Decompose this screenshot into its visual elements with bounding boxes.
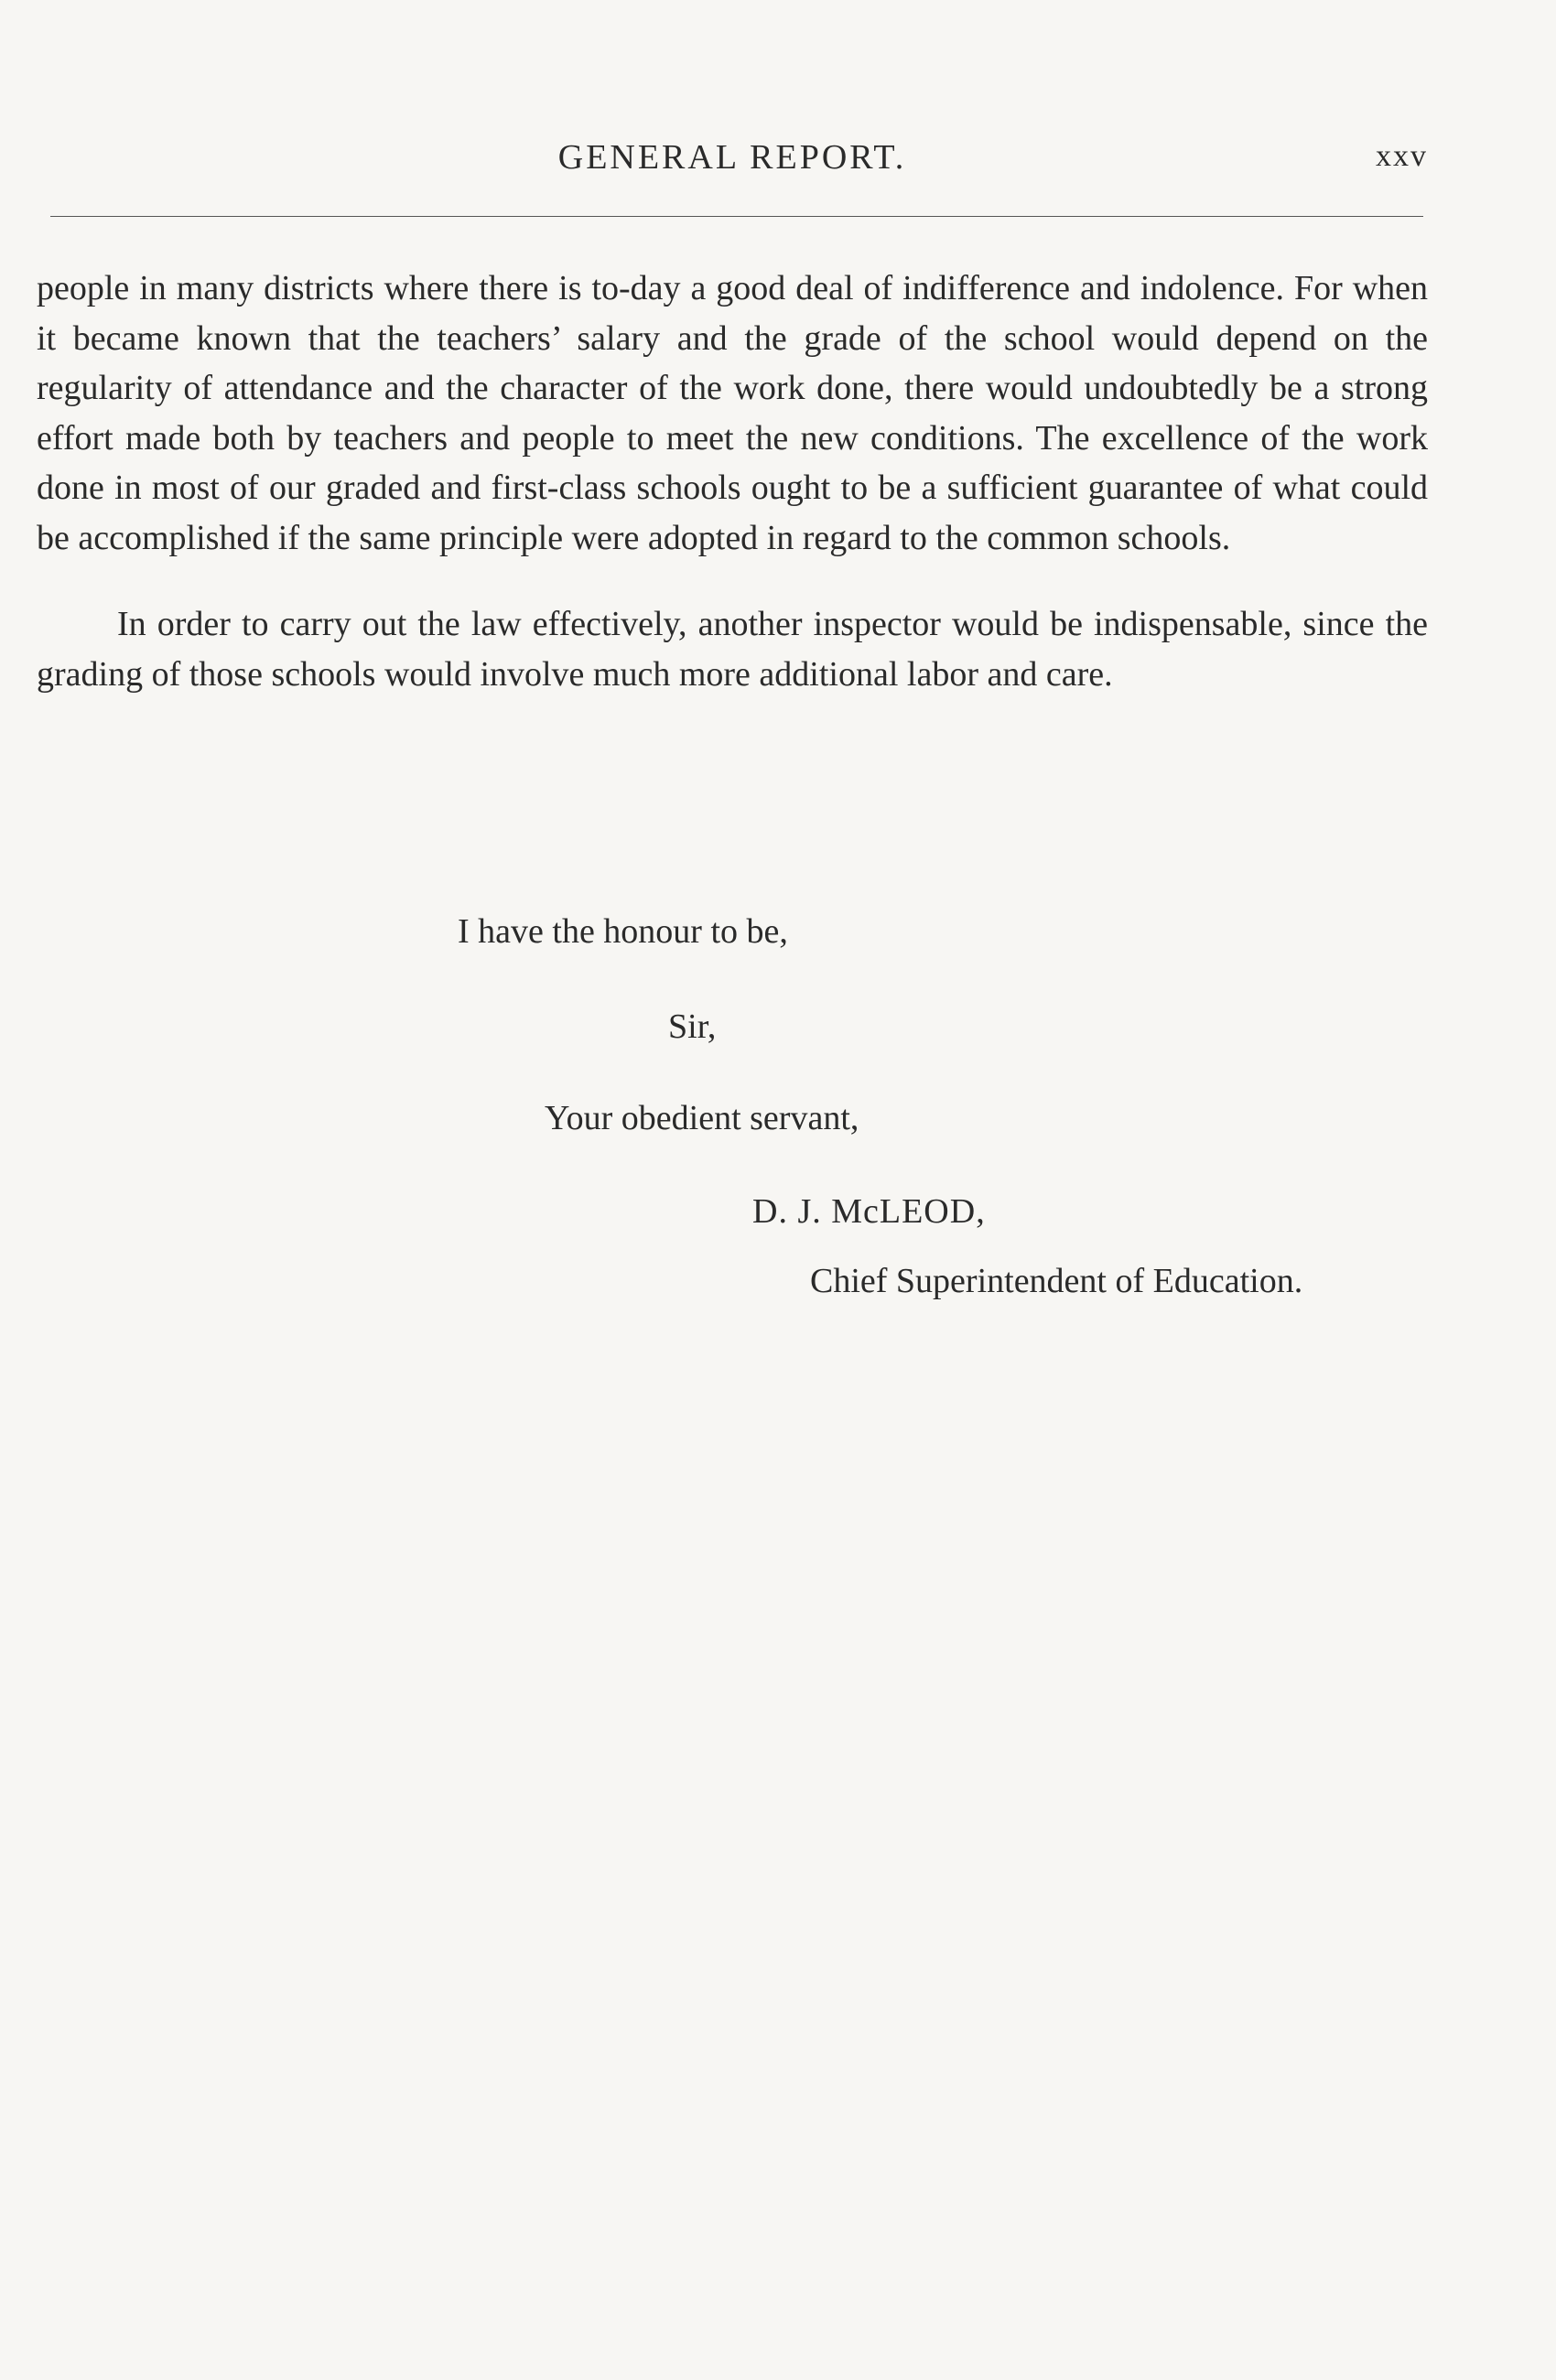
closing-salutation: Sir, [668,1007,717,1046]
closing-honour: I have the honour to be, [458,912,788,951]
paragraph-continuation: people in many districts where there is to-day a good deal of indifference and indolence. For when it became known that the teachers’ salary and the grade of the school would depend on the regularity of attendance and the character of the work done, there would undoubtedly be a strong effort made both by teachers and people to meet the new conditions. The excellence of the work done in most of our graded and first-class schools ought to be a sufficient guarantee of what could be accomplished if the same principle were adopted in regard to the common schools. [37,269,1428,557]
closing-servant: Your obedient servant, [545,1099,859,1137]
page-number: xxv [1376,139,1428,173]
report-body [37,264,1428,736]
page-title: GENERAL REPORT. [557,138,907,177]
signature-title: Chief Superintendent of Education. [810,1262,1303,1300]
signature-name: D. J. McLEOD, [752,1192,986,1231]
header-rule [50,216,1423,217]
paragraph-inspector: In order to carry out the law effectively, another inspector would be indispensable, since the grading of those schools would involve much more additional labor and care. [37,605,1428,694]
running-head [37,137,1428,183]
